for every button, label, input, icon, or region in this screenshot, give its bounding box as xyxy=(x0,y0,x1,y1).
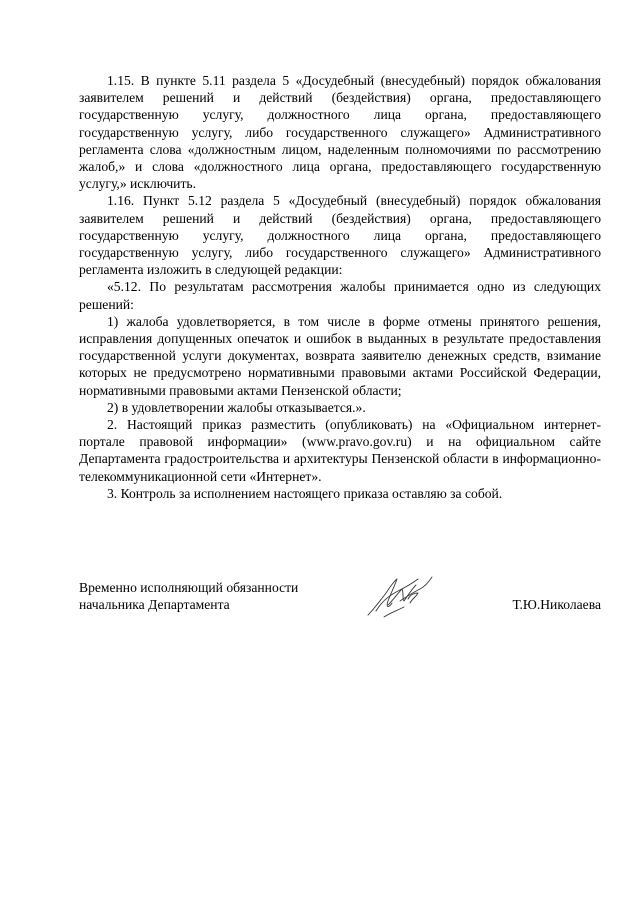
signatory-name: Т.Ю.Николаева xyxy=(512,597,601,612)
paragraph-decision-1: 1) жалоба удовлетворяется, в том числе в форме отмены принятого решения, исправления допущенных опечаток и ошибок в выданных в результате предоставления государственной услуги документах, возврата заявителю денежных средств, взимание которых не предусмотрено нормативными правовыми актами Российской Федерации, нормативными правовыми актами Пензенской области; xyxy=(79,313,601,398)
signatory-title-line-1: Временно исполняющий обязанности xyxy=(79,580,299,595)
handwritten-signature-icon xyxy=(364,571,436,621)
signatory-title xyxy=(79,579,359,613)
paragraph-1-15: 1.15. В пункте 5.11 раздела 5 «Досудебный (внесудебный) порядок обжалования заявителем решений и действий (бездействия) органа, предоставляющего государственную услугу, должностного лица органа, предоставляющего государственную услугу, либо государственного служащего» Административного регламента слова «должностным лицом, наделенным полномочиями по рассмотрению жалоб,» и слова «должностного лица органа, предоставляющего государственную услугу,» исключить. xyxy=(79,73,601,192)
paragraph-decision-2: 2) в удовлетворении жалобы отказывается.». xyxy=(107,399,366,415)
signature-block xyxy=(79,579,601,639)
paragraph-3-control: 3. Контроль за исполнением настоящего приказа оставляю за собой. xyxy=(107,485,503,501)
paragraph-5-12: «5.12. По результатам рассмотрения жалобы принимается одно из следующих решений: xyxy=(79,279,601,312)
document-body xyxy=(79,72,601,502)
paragraph-1-16: 1.16. Пункт 5.12 раздела 5 «Досудебный (внесудебный) порядок обжалования заявителем решений и действий (бездействия) органа, предоставляющего государственную услугу, должностного лица органа, предоставляющего государственную услугу, либо государственного служащего» Административного регламента изложить в следующей редакции: xyxy=(79,193,601,278)
signatory-title-line-2: начальника Департамента xyxy=(79,597,230,613)
paragraph-2-publish: 2. Настоящий приказ разместить (опубликовать) на «Официальном интернет-портале правовой информации» (www.pravo.gov.ru) и на официальном сайте Департамента градостроительства и архитектуры Пензенской области в информационно-телекоммуникационной сети «Интернет». xyxy=(79,417,601,484)
